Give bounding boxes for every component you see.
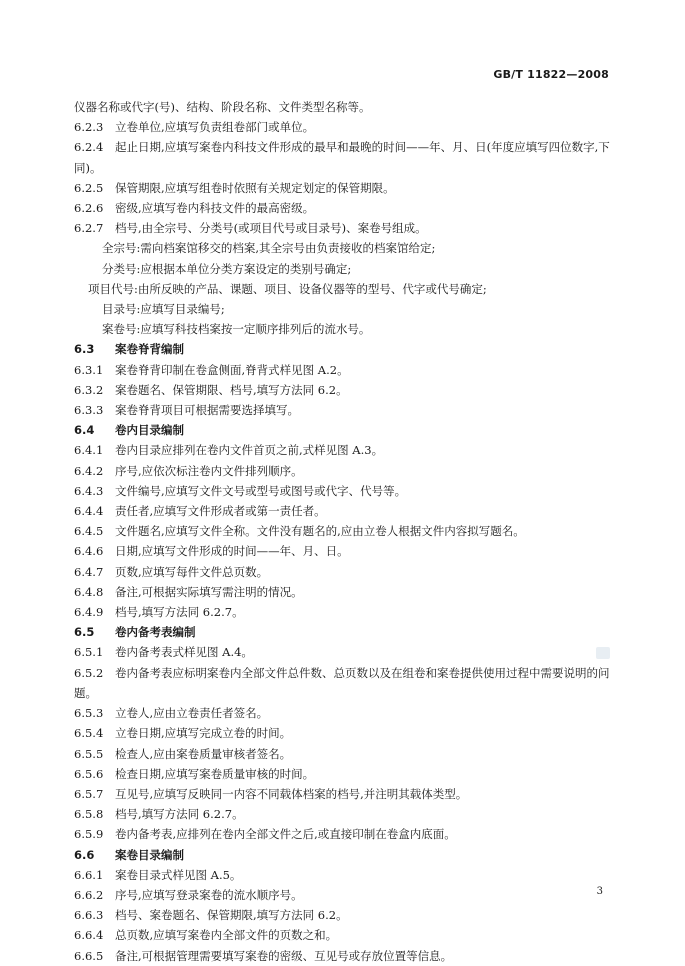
clause-number: 6.4 <box>74 423 95 438</box>
clause-item <box>74 642 614 662</box>
clause-text: 档号,由全宗号、分类号(或项目代号或目录号)、案卷号组成。 <box>115 221 427 236</box>
clause-number: 6.6.5 <box>74 948 104 963</box>
clause-item <box>74 117 614 137</box>
clause-number: 6.3.1 <box>74 362 104 377</box>
clause-text: 检查人,应由案卷质量审核者签名。 <box>115 746 292 761</box>
clause-number: 6.5.7 <box>74 786 104 801</box>
clause-item <box>74 804 614 824</box>
clause-item <box>74 481 614 501</box>
line-text: 仪器名称或代字(号)、结构、阶段名称、文件类型名称等。 <box>74 100 371 114</box>
clause-item <box>74 380 614 400</box>
clause-text: 序号,应填写登录案卷的流水顺序号。 <box>115 887 303 902</box>
clause-item <box>74 784 614 804</box>
clause-item <box>74 865 614 885</box>
clause-item <box>74 178 614 198</box>
clause-number: 6.4.8 <box>74 584 104 599</box>
clause-text: 互见号,应填写反映同一内容不同载体档案的档号,并注明其载体类型。 <box>115 786 468 801</box>
clause-number: 6.3 <box>74 342 95 357</box>
clause-item <box>74 400 614 420</box>
section-heading <box>74 339 614 359</box>
document-body <box>74 97 614 966</box>
clause-text: 卷内备考表应标明案卷内全部文件总件数、总页数以及在组卷和案卷提供使用过程中需要说明的问题。 <box>74 665 610 700</box>
clause-item <box>74 703 614 723</box>
clause-item <box>74 663 614 703</box>
section-title: 案卷目录编制 <box>115 847 184 862</box>
clause-number: 6.5.9 <box>74 827 104 842</box>
clause-text: 案卷脊背印制在卷盒侧面,脊背式样见图 A.2。 <box>115 362 349 377</box>
clause-text: 总页数,应填写案卷内全部文件的页数之和。 <box>115 928 338 943</box>
sub-definition-line <box>74 259 614 279</box>
clause-text: 档号,填写方法同 6.2.7。 <box>115 605 244 620</box>
clause-number: 6.5.6 <box>74 766 104 781</box>
clause-item <box>74 764 614 784</box>
clause-text: 备注,可根据管理需要填写案卷的密级、互见号或存放位置等信息。 <box>115 948 453 963</box>
clause-text: 密级,应填写卷内科技文件的最高密级。 <box>115 201 315 216</box>
clause-item <box>74 582 614 602</box>
clause-text: 责任者,应填写文件形成者或第一责任者。 <box>115 504 326 519</box>
line-text: 目录号:应填写目录编号; <box>102 302 225 317</box>
clause-item <box>74 137 614 177</box>
clause-text: 卷内目录应排列在卷内文件首页之前,式样见图 A.3。 <box>115 443 384 458</box>
continuation-line <box>74 97 614 117</box>
line-text: 全宗号:需向档案馆移交的档案,其全宗号由负责接收的档案馆给定; <box>102 241 436 256</box>
clause-number: 6.2.7 <box>74 221 104 236</box>
clause-item <box>74 744 614 764</box>
clause-text: 立卷单位,应填写负责组卷部门或单位。 <box>115 120 315 135</box>
sub-definition-line <box>74 299 614 319</box>
clause-number: 6.6.3 <box>74 908 104 923</box>
clause-number: 6.5.3 <box>74 706 104 721</box>
clause-number: 6.2.4 <box>74 140 104 155</box>
clause-text: 起止日期,应填写案卷内科技文件形成的最早和最晚的时间——年、月、日(年度应填写四位数字,下同)。 <box>74 140 610 175</box>
clause-number: 6.5.4 <box>74 726 104 741</box>
clause-item <box>74 562 614 582</box>
clause-number: 6.5.8 <box>74 807 104 822</box>
clause-text: 案卷脊背项目可根据需要选择填写。 <box>115 403 299 418</box>
clause-number: 6.5.1 <box>74 645 104 660</box>
clause-number: 6.4.5 <box>74 524 104 539</box>
line-text: 案卷号:应填写科技档案按一定顺序排列后的流水号。 <box>102 322 371 337</box>
clause-text: 立卷人,应由立卷责任者签名。 <box>115 706 269 721</box>
sub-definition-line <box>74 319 614 339</box>
clause-item <box>74 885 614 905</box>
clause-number: 6.6.2 <box>74 887 104 902</box>
clause-text: 保管期限,应填写组卷时依照有关规定划定的保管期限。 <box>115 180 395 195</box>
clause-number: 6.4.1 <box>74 443 104 458</box>
clause-number: 6.4.9 <box>74 605 104 620</box>
clause-item <box>74 925 614 945</box>
section-heading <box>74 845 614 865</box>
clause-item <box>74 440 614 460</box>
line-text: 项目代号:由所反映的产品、课题、项目、设备仪器等的型号、代字或代号确定; <box>88 281 487 296</box>
section-title: 卷内目录编制 <box>115 423 184 438</box>
clause-item <box>74 521 614 541</box>
clause-number: 6.2.3 <box>74 120 104 135</box>
clause-number: 6.4.2 <box>74 463 104 478</box>
section-heading <box>74 622 614 642</box>
clause-item <box>74 541 614 561</box>
clause-text: 案卷目录式样见图 A.5。 <box>115 867 242 882</box>
clause-text: 备注,可根据实际填写需注明的情况。 <box>115 584 303 599</box>
clause-text: 卷内备考表,应排列在卷内全部文件之后,或直接印制在卷盒内底面。 <box>115 827 456 842</box>
clause-text: 文件编号,应填写文件文号或型号或图号或代字、代号等。 <box>115 483 407 498</box>
section-heading <box>74 420 614 440</box>
clause-text: 序号,应依次标注卷内文件排列顺序。 <box>115 463 303 478</box>
clause-number: 6.6.1 <box>74 867 104 882</box>
clause-number: 6.6 <box>74 847 95 862</box>
clause-number: 6.5.2 <box>74 665 104 680</box>
clause-number: 6.4.7 <box>74 564 104 579</box>
clause-text: 日期,应填写文件形成的时间——年、月、日。 <box>115 544 349 559</box>
clause-number: 6.3.2 <box>74 382 104 397</box>
clause-item <box>74 360 614 380</box>
page-number: 3 <box>596 886 603 897</box>
clause-text: 文件题名,应填写文件全称。文件没有题名的,应由立卷人根据文件内容拟写题名。 <box>115 524 525 539</box>
line-text: 分类号:应根据本单位分类方案设定的类别号确定; <box>102 261 352 276</box>
clause-text: 页数,应填写每件文件总页数。 <box>115 564 269 579</box>
clause-item <box>74 723 614 743</box>
clause-item <box>74 602 614 622</box>
clause-number: 6.5 <box>74 625 95 640</box>
clause-text: 档号、案卷题名、保管期限,填写方法同 6.2。 <box>115 908 348 923</box>
scan-watermark-mark <box>596 647 610 659</box>
clause-item <box>74 218 614 238</box>
sub-definition-line <box>74 238 614 258</box>
clause-number: 6.4.4 <box>74 504 104 519</box>
clause-text: 立卷日期,应填写完成立卷的时间。 <box>115 726 292 741</box>
clause-item <box>74 905 614 925</box>
sub-definition-line <box>74 279 614 299</box>
clause-item <box>74 946 614 966</box>
section-title: 卷内备考表编制 <box>115 625 196 640</box>
clause-item <box>74 198 614 218</box>
clause-number: 6.5.5 <box>74 746 104 761</box>
clause-item <box>74 824 614 844</box>
clause-text: 档号,填写方法同 6.2.7。 <box>115 807 244 822</box>
clause-number: 6.6.4 <box>74 928 104 943</box>
clause-number: 6.4.6 <box>74 544 104 559</box>
clause-number: 6.4.3 <box>74 483 104 498</box>
standard-code-header: GB/T 11822—2008 <box>493 68 609 81</box>
clause-text: 案卷题名、保管期限、档号,填写方法同 6.2。 <box>115 382 348 397</box>
clause-text: 检查日期,应填写案卷质量审核的时间。 <box>115 766 315 781</box>
clause-number: 6.3.3 <box>74 403 104 418</box>
clause-number: 6.2.5 <box>74 180 104 195</box>
section-title: 案卷脊背编制 <box>115 342 184 357</box>
clause-item <box>74 461 614 481</box>
clause-number: 6.2.6 <box>74 201 104 216</box>
clause-text: 卷内备考表式样见图 A.4。 <box>115 645 253 660</box>
clause-item <box>74 501 614 521</box>
